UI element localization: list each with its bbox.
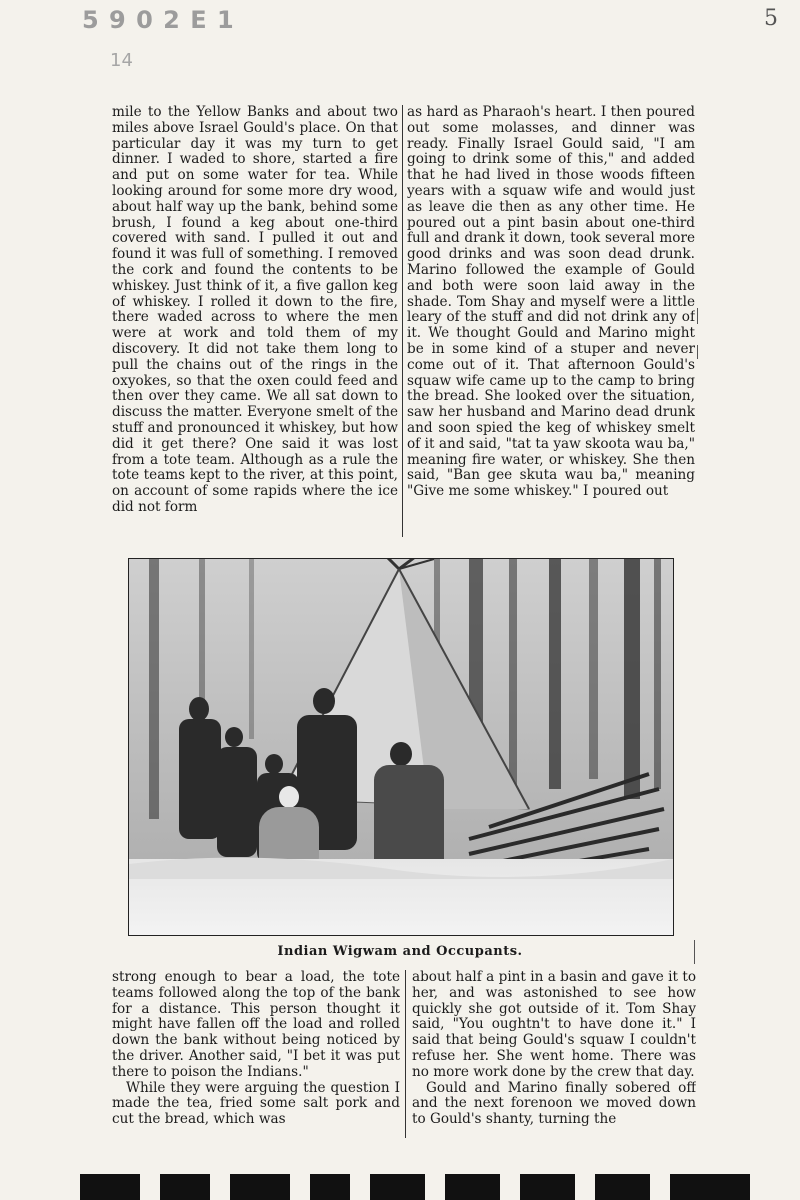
next-page-headline-fragment [70,1160,770,1200]
side-tick-mark [697,345,698,359]
page-number: 5 [764,6,778,31]
cropped-headline-letterforms [70,1160,770,1200]
archive-mark: 5 9 0 2 E 1 [82,6,235,34]
column-upper-right [407,105,695,537]
column-upper-left [112,105,398,537]
paragraph: strong enough to bear a load, the tote teams followed along the top of the bank for a distance. This person thought it might have fallen off the load and rolled down the bank without being noticed by the driver. Another said, "I bet it was put there to poison the Indians." [112,970,400,1080]
wigwam-photo-illustration [129,559,673,935]
archive-mark-secondary: 14 [110,50,133,71]
paragraph: as hard as Pharaoh's heart. I then poured out some molasses, and dinner was ready. Finally Israel Gould said, "I am going to drink some of this," and added that he had lived in those woods fifteen years with a squaw wife and would just as leave die then as any other time. He poured out a pint basin about one-third full and drank it down, took several more good drinks and was soon dead drunk. Marino followed the example of Gould and both were soon laid away in the shade. Tom Shay and myself were a little leary of the stuff and did not drink any of it. We thought Gould and Marino might be in some kind of a stuper and never come out of it. That afternoon Gould's squaw wife came up to the camp to bring the bread. She looked over the situation, saw her husband and Marino dead drunk and soon spied the keg of whiskey smelt of it and said, "tat ta yaw skoota wau ba," meaning fire water, or whiskey. She then said, "Ban gee skuta wau ba," meaning "Give me some whiskey." I poured out [407,105,695,500]
column-lower-left [112,970,400,1138]
paragraph: While they were arguing the question I made the tea, fried some salt pork and cut the bread, which was [112,1079,400,1128]
side-tick-mark [694,940,695,964]
side-tick-mark [697,308,698,324]
column-divider [405,970,406,1138]
column-divider [402,105,403,537]
photo-caption: Indian Wigwam and Occupants. [277,944,523,959]
paragraph: about half a pint in a basin and gave it to her, and was astonished to see how quickly she got outside of it. Tom Shay said, "You oughtn't to have done it." I said that being Gould's squaw I couldn't refuse her. She went home. There was no more work done by the crew that day. [412,970,696,1080]
column-lower-right [412,970,696,1138]
paragraph: Gould and Marino finally sobered off and the next forenoon we moved down to Gould's shanty, turning the [412,1079,696,1128]
photo-wigwam [128,558,674,936]
paragraph: mile to the Yellow Banks and about two miles above Israel Gould's place. On that particular day it was my turn to get dinner. I waded to shore, started a fire and put on some water for tea. While looking around for some more dry wood, about half way up the bank, behind some brush, I found a keg about one-third covered with sand. I pulled it out and found it was full of something. I removed the cork and found the contents to be whiskey. Just think of it, a five gallon keg of whiskey. I rolled it down to the fire, there waded across to where the men were at work and told them of my discovery. It did not take them long to pull the chains out of the rings in the oxyokes, so that the oxen could feed and then over they came. We all sat down to discuss the matter. Everyone smelt of the stuff and pronounced it whiskey, but how did it get there? One said it was lost from a tote team. Although as a rule the tote teams kept to the river, at this point, on account of some rapids where the ice did not form [112,105,398,515]
